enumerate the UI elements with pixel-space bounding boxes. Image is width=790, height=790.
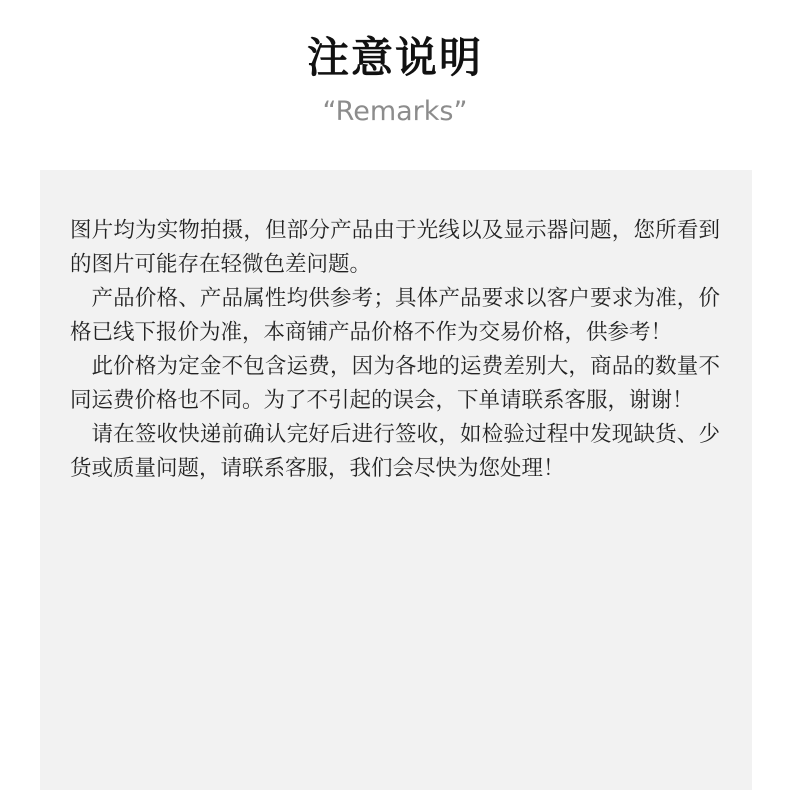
remarks-content [70, 214, 720, 486]
remarks-panel [40, 170, 752, 790]
remark-paragraph-photos: 图片均为实物拍摄，但部分产品由于光线以及显示器问题，您所看到的图片可能存在轻微色差问题。 [70, 218, 720, 277]
remark-paragraph-shipping: 此价格为定金不包含运费，因为各地的运费差别大，商品的数量不同运费价格也不同。为了不引起的误会，下单请联系客服，谢谢！ [70, 354, 720, 413]
header [0, 0, 790, 170]
page-subtitle: “Remarks” [322, 96, 468, 127]
page-title: 注意说明 [306, 33, 483, 82]
remark-paragraph-pricing: 产品价格、产品属性均供参考；具体产品要求以客户要求为准，价格已线下报价为准，本商铺产品价格不作为交易价格，供参考！ [70, 286, 720, 345]
remark-paragraph-signing: 请在签收快递前确认完好后进行签收，如检验过程中发现缺货、少货或质量问题，请联系客服，我们会尽快为您处理！ [70, 422, 720, 481]
